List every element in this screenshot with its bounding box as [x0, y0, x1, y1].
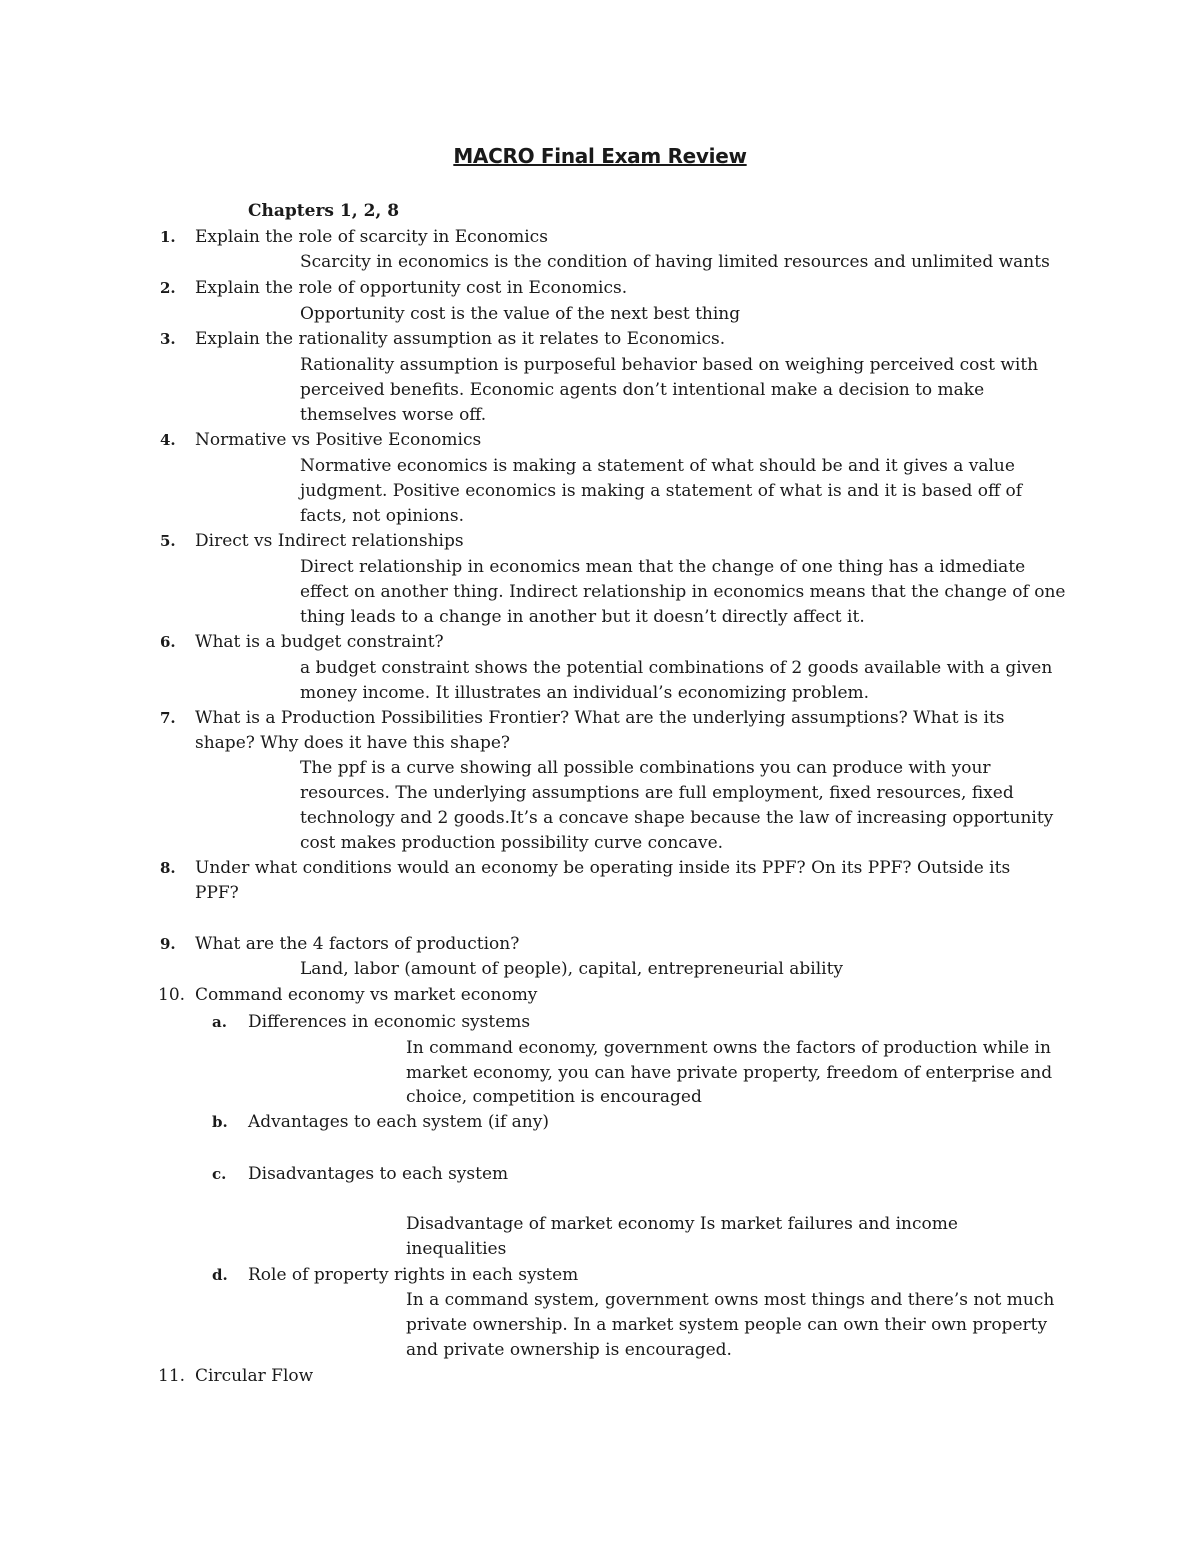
sub-item-text: Differences in economic systems	[248, 1012, 531, 1032]
question-number: 8.	[160, 859, 176, 877]
answer-text: resources. The underlying assumptions are full employment, fixed resources, fixed	[300, 783, 1014, 803]
answer-text: money income. It illustrates an individual’s economizing problem.	[300, 683, 870, 703]
sub-item-letter: b.	[212, 1113, 228, 1131]
question-number: 4.	[160, 431, 176, 449]
answer-text: themselves worse off.	[300, 405, 487, 425]
answer-text: perceived benefits. Economic agents don’t intentional make a decision to make	[300, 380, 985, 400]
answer-text: thing leads to a change in another but it doesn’t directly affect it.	[300, 607, 865, 627]
question-number: 2.	[160, 279, 176, 297]
question-number: 6.	[160, 633, 176, 651]
sub-item-text: Disadvantages to each system	[248, 1164, 509, 1184]
question-text: Explain the role of opportunity cost in Economics.	[195, 278, 628, 298]
answer-text: In a command system, government owns most things and there’s not much	[406, 1290, 1055, 1310]
answer-text: Rationality assumption is purposeful behavior based on weighing perceived cost with	[300, 355, 1039, 375]
answer-text: private ownership. In a market system people can own their own property	[406, 1315, 1048, 1335]
question-number: 5.	[160, 532, 176, 550]
section-heading: Chapters 1, 2, 8	[248, 201, 400, 221]
answer-text: facts, not opinions.	[300, 506, 464, 526]
answer-text: cost makes production possibility curve concave.	[300, 833, 724, 853]
sub-item-text: Advantages to each system (if any)	[248, 1112, 549, 1132]
answer-text: Normative economics is making a statement of what should be and it gives a value	[300, 456, 1015, 476]
question-text: Direct vs Indirect relationships	[195, 531, 464, 551]
answer-text: Opportunity cost is the value of the next best thing	[300, 304, 741, 324]
question-text: PPF?	[195, 883, 239, 903]
question-text: shape? Why does it have this shape?	[195, 733, 511, 753]
answer-text: choice, competition is encouraged	[406, 1087, 702, 1107]
answer-text: Land, labor (amount of people), capital, entrepreneurial ability	[300, 959, 844, 979]
question-text: Circular Flow	[195, 1366, 314, 1386]
question-number: 1.	[160, 228, 176, 246]
answer-text: Disadvantage of market economy Is market failures and income	[406, 1214, 958, 1234]
question-text: Command economy vs market economy	[195, 985, 538, 1005]
answer-text: technology and 2 goods.It’s a concave shape because the law of increasing opportunity	[300, 808, 1054, 828]
question-number: 7.	[160, 709, 176, 727]
question-text: What are the 4 factors of production?	[195, 934, 520, 954]
sub-item-letter: c.	[212, 1165, 227, 1183]
answer-text: effect on another thing. Indirect relationship in economics means that the change of one	[300, 582, 1066, 602]
question-text: What is a Production Possibilities Frontier? What are the underlying assumptions? What is its	[195, 708, 1005, 728]
answer-text: Scarcity in economics is the condition of having limited resources and unlimited wants	[300, 252, 1050, 272]
sub-item-letter: d.	[212, 1266, 228, 1284]
answer-text: judgment. Positive economics is making a statement of what is and it is based off of	[300, 481, 1023, 501]
answer-text: The ppf is a curve showing all possible combinations you can produce with your	[300, 758, 991, 778]
question-text: Explain the rationality assumption as it relates to Economics.	[195, 329, 726, 349]
question-number: 9.	[160, 935, 176, 953]
sub-item-text: Role of property rights in each system	[248, 1265, 579, 1285]
sub-item-letter: a.	[212, 1013, 227, 1031]
question-text: Normative vs Positive Economics	[195, 430, 482, 450]
answer-text: market economy, you can have private property, freedom of enterprise and	[406, 1063, 1053, 1083]
question-number: 10.	[158, 985, 186, 1005]
answer-text: Direct relationship in economics mean that the change of one thing has a idmediate	[300, 557, 1026, 577]
question-number: 3.	[160, 330, 176, 348]
answer-text: inequalities	[406, 1239, 507, 1259]
question-text: Explain the role of scarcity in Economics	[195, 227, 548, 247]
answer-text: and private ownership is encouraged.	[406, 1340, 732, 1360]
page-title: MACRO Final Exam Review	[453, 144, 747, 168]
question-text: Under what conditions would an economy be operating inside its PPF? On its PPF? Outside its	[195, 858, 1011, 878]
answer-text: In command economy, government owns the factors of production while in	[406, 1038, 1051, 1058]
question-text: What is a budget constraint?	[195, 632, 444, 652]
question-number: 11.	[158, 1366, 186, 1386]
answer-text: a budget constraint shows the potential combinations of 2 goods available with a given	[300, 658, 1053, 678]
